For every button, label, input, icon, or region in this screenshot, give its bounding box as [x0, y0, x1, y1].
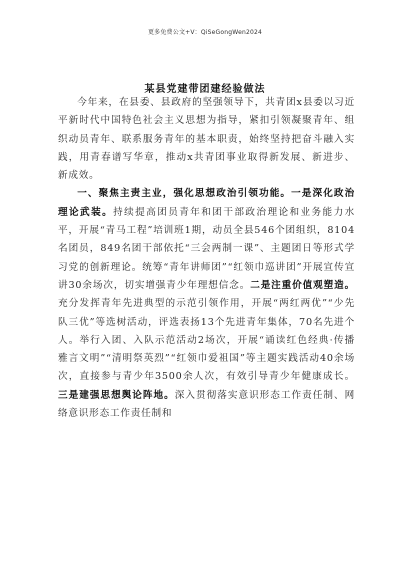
document-body [58, 94, 355, 423]
subsection-heading: 二是注重价值观塑造。 [250, 279, 355, 291]
header-note: 更多免费公文+V：QiSeGongWen2024 [147, 29, 263, 36]
paragraph-text: 深入贯彻落实意识形态工作责任制、网络意识形态工作责任制和 [58, 389, 355, 420]
subsection-heading: 三是建强思想舆论阵地。 [58, 389, 175, 401]
paragraph-text: 充分发挥青年先进典型的示范引领作用，开展“两红两优”“少先队三优”等选树活动，评选表扬13个先进青年集体，70名先进个人。举行入团、入队示范活动2场次，开展“诵读红色经典·传播雅言文明”“清明祭英烈”“红领巾爱祖国”等主题实践活动40余场次，直接参与青少年3500余人次，有效引导青少年健康成长。 [58, 298, 355, 383]
paragraph-text: 持续提高团员青年和团干部政治理论和业务能力水平，开展“青马工程”培训班1期，动员全县546个团组织，8104名团员，849名团干部依托“三会两制一课”、主题团日等形式学习党的创新理论。统筹“青年讲师团”“红领巾巡讲团”开展宣传宣讲30余场次，切实增强青少年理想信念。 [58, 206, 355, 291]
paragraph-text: 今年来，在县委、县政府的坚强领导下，共青团x县委以习近平新时代中国特色社会主义思想为指导，紧扣引领凝聚青年、组织动员青年、联系服务青年的基本职责，始终坚持把奋斗融入实践，用青春谱写华章，推动x共青团事业取得新发展、新进步、新成效。 [58, 97, 355, 182]
document-title: 某县党建带团建经验做法 [144, 84, 266, 95]
paragraph-intro [58, 94, 355, 185]
section-heading: 一、聚焦主责主业，强化思想政治引领功能。一是深化政治理论武装。 [58, 188, 355, 218]
paragraph-section-one [58, 185, 355, 423]
